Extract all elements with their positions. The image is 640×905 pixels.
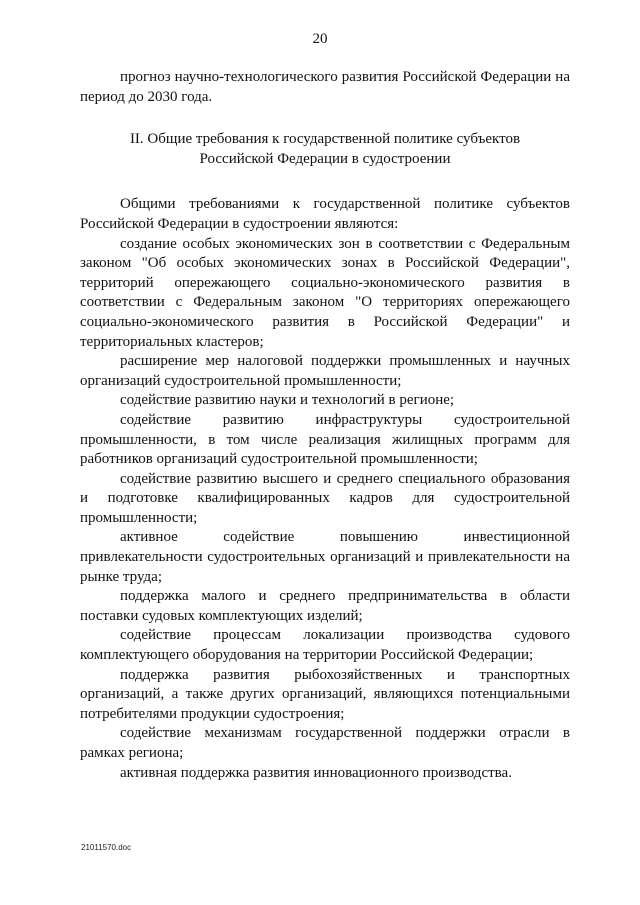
paragraph-innovation: активная поддержка развития инновационного производства. (120, 764, 512, 781)
paragraph-small-business: поддержка малого и среднего предпринимательства в области поставки судовых комплектующих изделий; (80, 588, 570, 624)
page-number: 20 (312, 31, 328, 47)
paragraph-fishery-transport: поддержка развития рыбохозяйственных и транспортных организаций, а также других организаций, являющихся потенциальными потребителями продукции судостроения; (80, 666, 570, 722)
paragraph-investment: активное содействие повышению инвестиционной привлекательности судостроительных организаций и привлекательности на рынке труда; (80, 529, 570, 585)
section-heading-line-1: II. Общие требования к государственной политике субъектов (129, 131, 521, 148)
section-heading-line-2: Российской Федерации в судостроении (199, 150, 451, 167)
paragraph-requirements-intro: Общими требованиями к государственной политике субъектов Российской Федерации в судостроении являются: (80, 196, 570, 232)
document-file-code: 21011570.doc (81, 843, 132, 852)
paragraph-economic-zones: создание особых экономических зон в соответствии с Федеральным законом "Об особых экономических зонах в Российской Федерации", территорий опережающего социально-экономического развития в соответствии с Федеральным законом "О территориях опережающего социально-экономического развития в Российской Федерации" и территориальных кластеров; (80, 235, 570, 350)
section-heading (80, 130, 570, 169)
paragraph-state-support: содействие механизмам государственной поддержки отрасли в рамках региона; (80, 725, 570, 761)
paragraph-science-technology: содействие развитию науки и технологий в регионе; (120, 392, 455, 409)
intro-paragraph: прогноз научно-технологического развития Российской Федерации на период до 2030 года. (80, 69, 570, 105)
document-body (80, 68, 570, 783)
paragraph-tax-support: расширение мер налоговой поддержки промышленных и научных организаций судостроительной промышленности; (80, 353, 570, 389)
paragraph-infrastructure: содействие развитию инфраструктуры судостроительной промышленности, в том числе реализация жилищных программ для работников организаций судостроительной промышленности; (80, 411, 570, 468)
paragraph-localization: содействие процессам локализации производства судового комплектующего оборудования на территории Российской Федерации; (80, 627, 570, 664)
paragraph-education: содействие развитию высшего и среднего специального образования и подготовке квалифицированных кадров для судостроительной промышленности; (80, 470, 570, 526)
